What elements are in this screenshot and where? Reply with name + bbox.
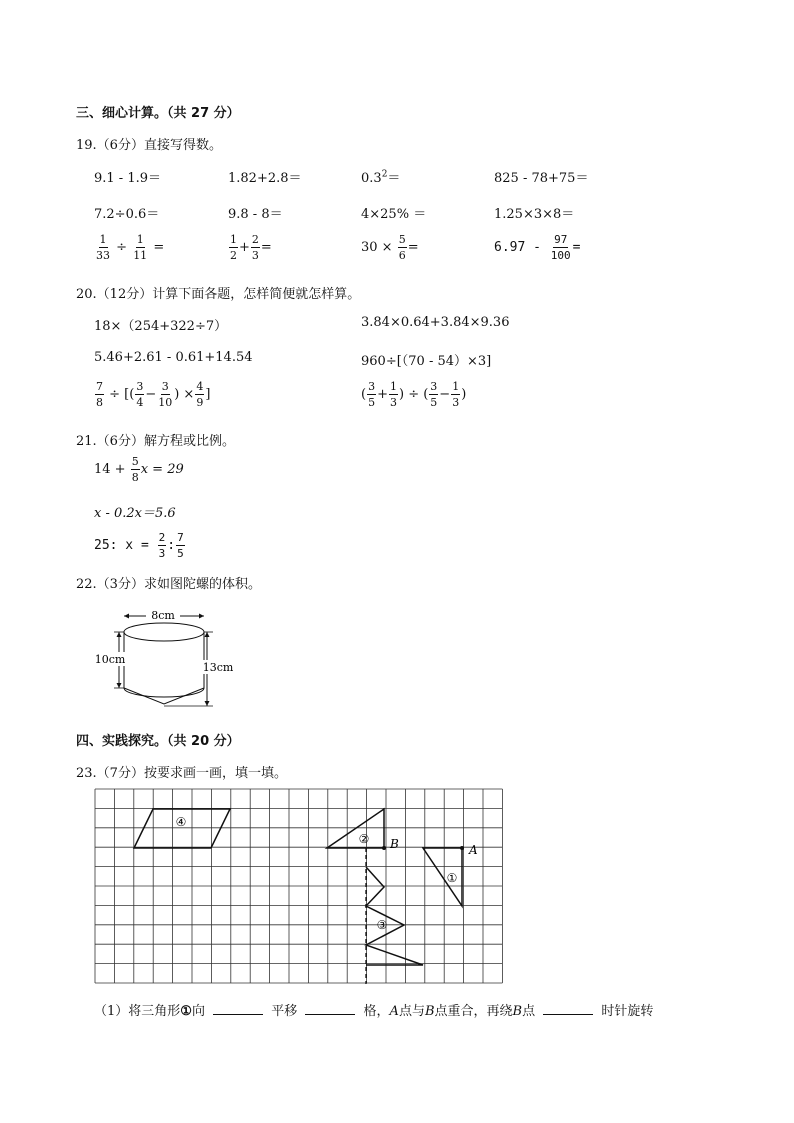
q20-problem-3: 5.46+2.61 - 0.61+14.54 bbox=[94, 350, 253, 365]
q19-item-10: $\frac{1}{2}$ + $\frac{2}{3}$ = bbox=[230, 233, 272, 262]
question-21-title: 21.（6分）解方程或比例。 bbox=[76, 434, 235, 449]
grid-figure bbox=[94, 788, 504, 988]
shape-label-4: ④ bbox=[175, 815, 187, 829]
grid-lines bbox=[95, 789, 502, 983]
shape-label-1: ① bbox=[446, 871, 458, 885]
q21-proportion: 25: x = $\frac{2}{3}$ : $\frac{7}{5}$ bbox=[94, 531, 184, 560]
total-height-label: 13cm bbox=[202, 661, 234, 674]
point-b bbox=[382, 846, 386, 850]
q20-problem-5: $\frac{7}{8}$ ÷ [( $\frac{3}{4}$ − $\frac{3}{10}$ ) × $\frac{4}{9}$ ] bbox=[96, 380, 211, 409]
q19-item-6: 9.8 - 8＝ bbox=[228, 207, 283, 222]
q19-item-9: $\frac{1}{33}$ ÷ $\frac{1}{11}$ = bbox=[96, 233, 165, 262]
question-23-title: 23.（7分）按要求画一画，填一填。 bbox=[76, 766, 287, 781]
q21-equation-1: 14 + $\frac{5}{8}$ x = 29 bbox=[94, 455, 184, 484]
q19-item-2: 1.82+2.8＝ bbox=[228, 171, 302, 186]
q20-problem-6: ( $\frac{3}{5}$ + $\frac{1}{3}$ ) ÷ ( $\frac{3}{5}$ − $\frac{1}{3}$ ) bbox=[361, 380, 467, 409]
q19-item-8: 1.25×3×8＝ bbox=[494, 207, 575, 222]
section-4-heading: 四、实践探究。（共 20 分） bbox=[76, 734, 240, 749]
question-20-title: 20.（12分）计算下面各题，怎样简便就怎样算。 bbox=[76, 287, 361, 302]
blank-units[interactable] bbox=[305, 1002, 355, 1015]
q19-item-3: $0.3^2=$ bbox=[361, 169, 401, 186]
q19-item-12: 6.97 - $\frac{97}{100}$ = bbox=[494, 233, 581, 262]
section-3-heading: 三、细心计算。（共 27 分） bbox=[76, 106, 240, 121]
q20-problem-4: 960÷[（70 - 54）×3] bbox=[361, 354, 492, 369]
q20-problem-1: 18×（254+322÷7） bbox=[94, 319, 228, 334]
q19-item-5: 7.2÷0.6＝ bbox=[94, 207, 160, 222]
q19-item-11: 30 × $\frac{5}{6}$ = bbox=[361, 233, 419, 262]
q21-equation-2: x - 0.2x＝5.6 bbox=[94, 506, 176, 521]
point-a-label: A bbox=[469, 843, 478, 857]
cylinder-height-label: 10cm bbox=[94, 653, 126, 666]
figure-3 bbox=[366, 867, 423, 965]
blank-rotation-direction[interactable] bbox=[543, 1002, 593, 1015]
shape-label-2: ② bbox=[358, 832, 370, 846]
question-22-title: 22.（3分）求如图陀螺的体积。 bbox=[76, 577, 261, 592]
q20-problem-2: 3.84×0.64+3.84×9.36 bbox=[361, 315, 510, 330]
blank-direction[interactable] bbox=[213, 1002, 263, 1015]
spinning-top-figure bbox=[88, 600, 258, 720]
point-a bbox=[460, 846, 464, 850]
diameter-label: 8cm bbox=[151, 609, 175, 622]
triangle-2 bbox=[327, 809, 384, 848]
cone-bottom bbox=[124, 688, 204, 704]
q19-item-7: 4×25% ＝ bbox=[361, 207, 427, 222]
cylinder-top-ellipse bbox=[124, 623, 204, 641]
question-19-title: 19.（6分）直接写得数。 bbox=[76, 138, 222, 153]
q23-sub-1: （1）将三角形①向 平移 格，A点与B点重合，再绕B点 时针旋转 bbox=[94, 1004, 654, 1019]
point-b-label: B bbox=[390, 837, 399, 851]
q19-item-4: 825 - 78+75＝ bbox=[494, 171, 589, 186]
shape-label-3: ③ bbox=[376, 918, 388, 932]
q19-item-1: 9.1 - 1.9＝ bbox=[94, 171, 162, 186]
